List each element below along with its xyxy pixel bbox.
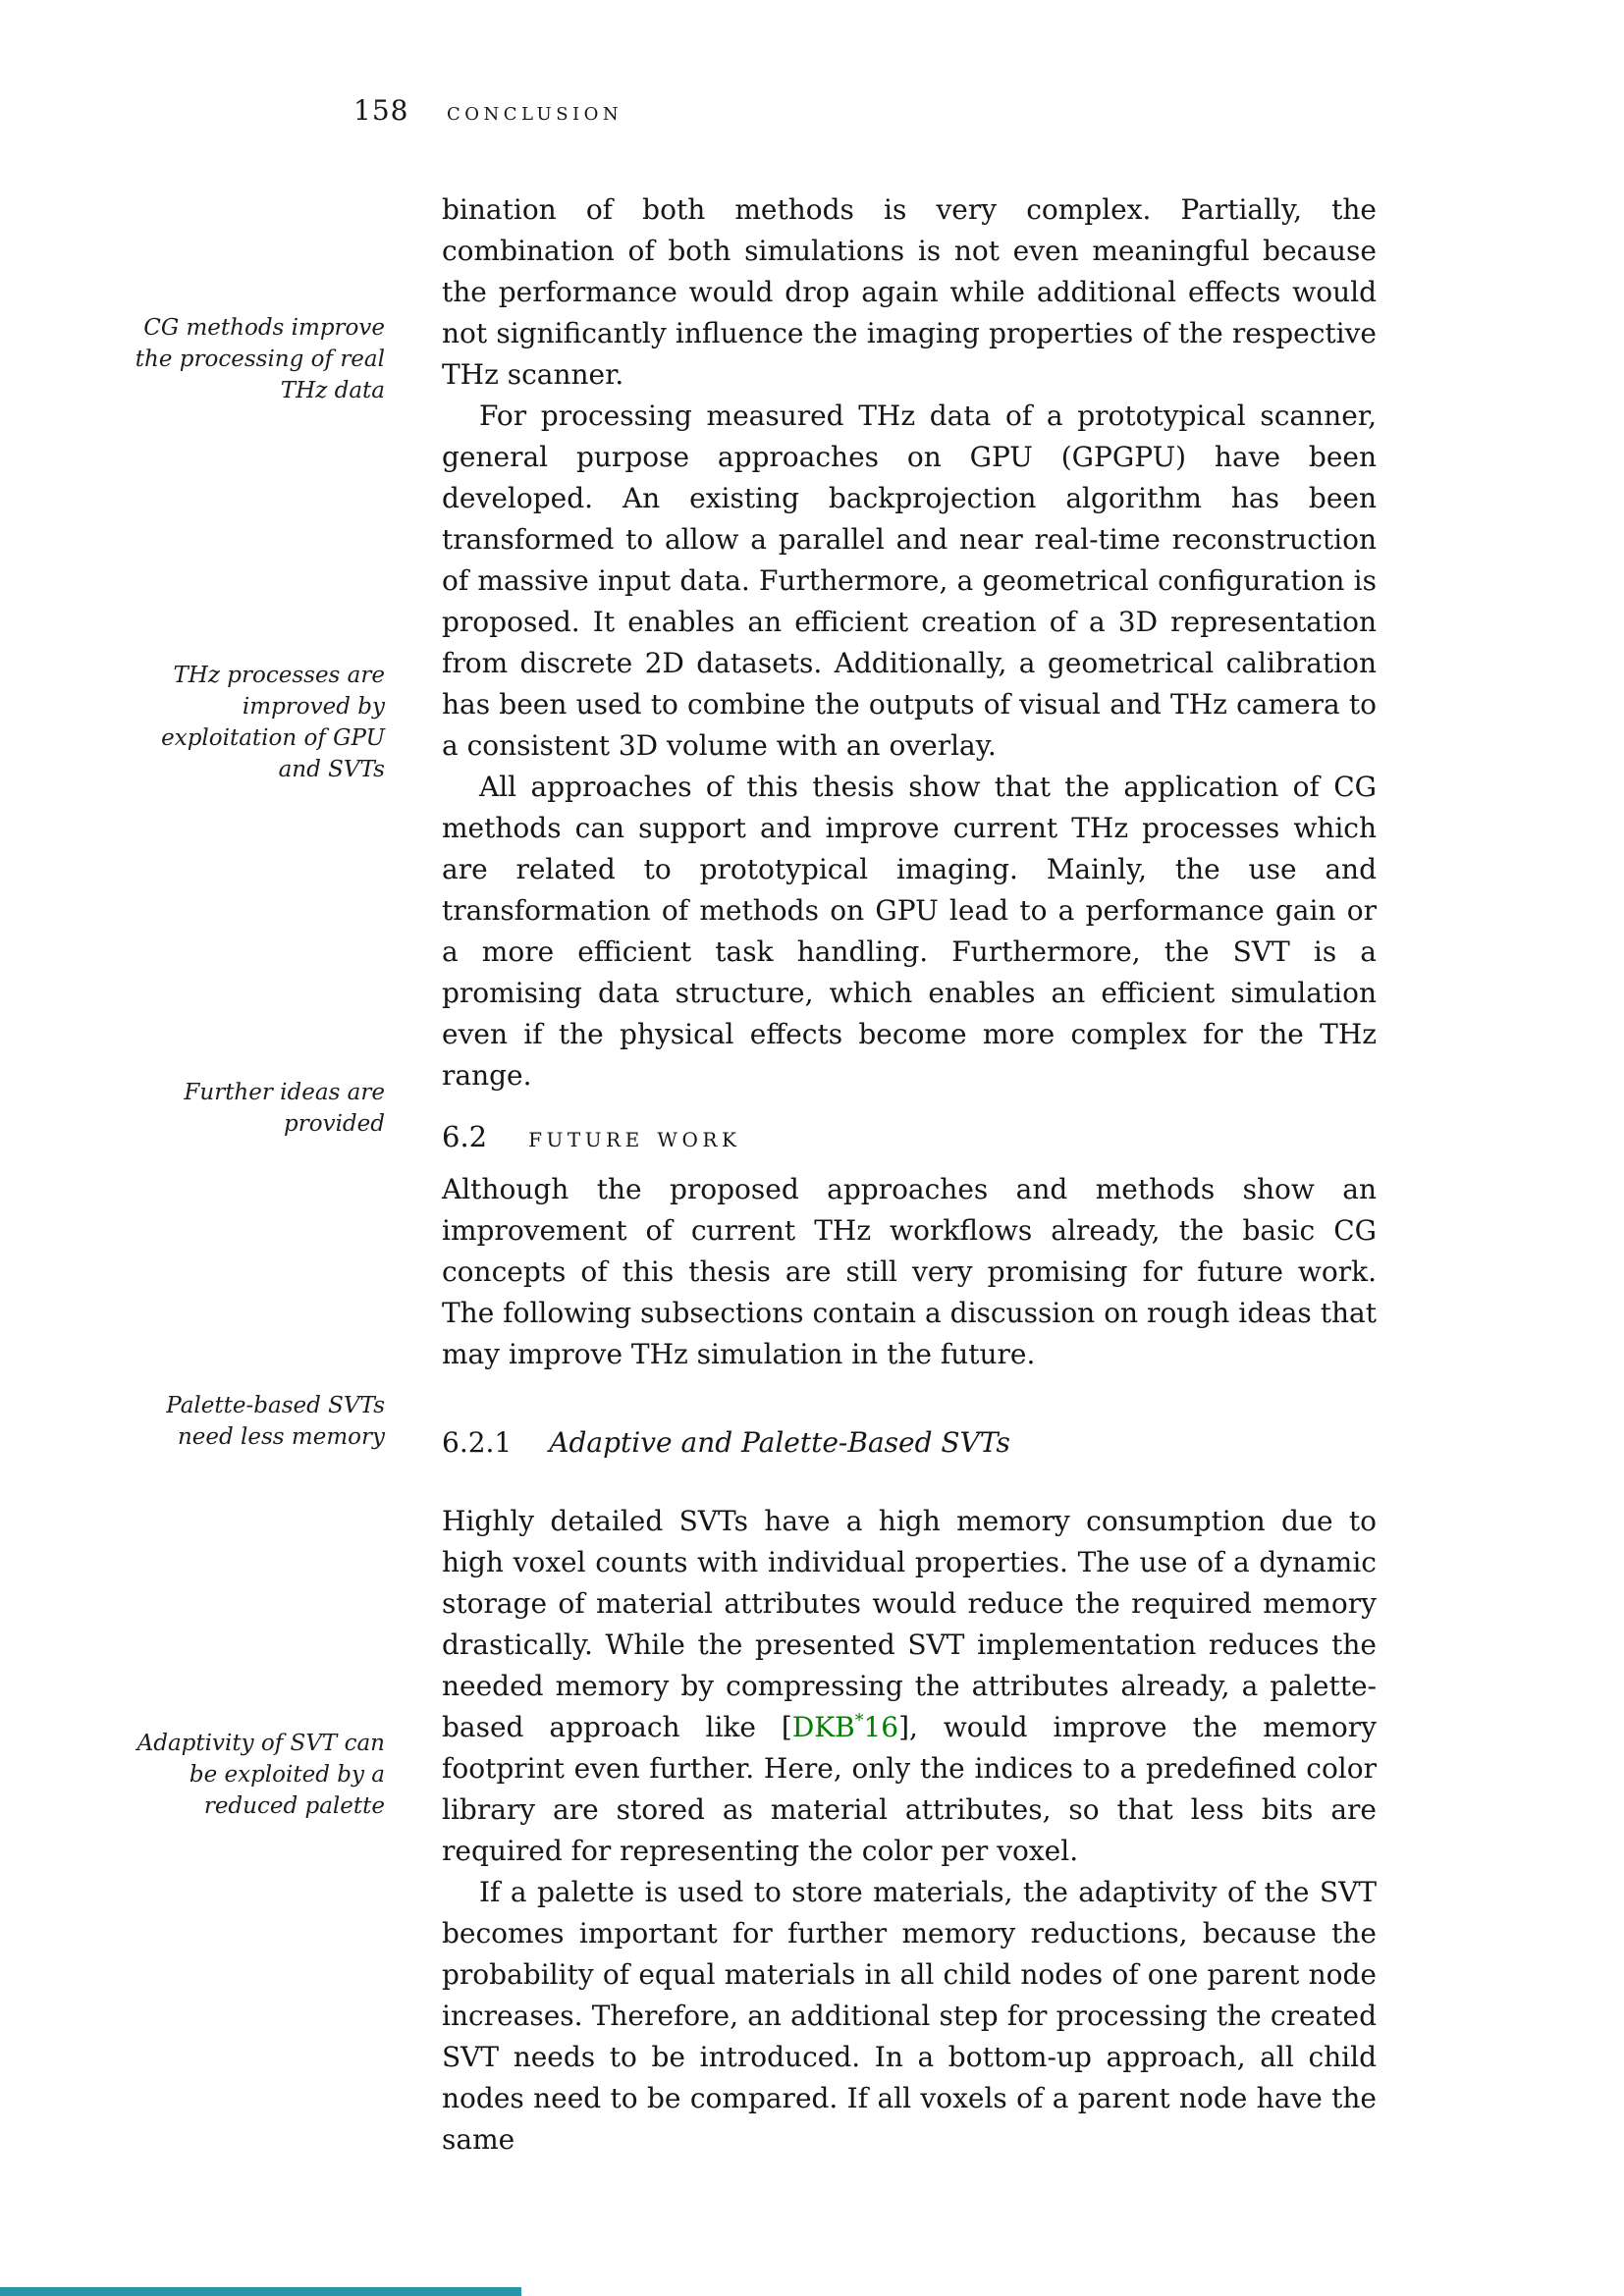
margin-note-palette-svts: Palette-based SVTs need less memory — [166, 1393, 385, 1450]
section-title: future work — [528, 1120, 741, 1153]
margin-note-further-ideas: Further ideas are provided — [184, 1080, 385, 1137]
citation-link-dkb16[interactable] — [792, 1711, 898, 1743]
subsection-number: 6.2.1 — [442, 1426, 513, 1459]
paragraph-highly-detailed — [442, 1501, 1377, 1872]
section-number: 6.2 — [442, 1120, 488, 1153]
subsection-title: Adaptive and Palette-Based SVTs — [549, 1426, 1010, 1459]
running-chapter-title: conclusion — [447, 97, 623, 126]
subsection-heading-adaptive-svts — [442, 1422, 1377, 1464]
margin-note-cg-methods: CG methods improve the processing of real THz data — [135, 315, 385, 403]
pdf-loading-bar — [0, 2287, 521, 2296]
citation-authors: DKB — [791, 1711, 855, 1743]
margin-note-adaptivity: Adaptivity of SVT can be exploited by a reduced palette — [136, 1731, 385, 1819]
paragraph-although: Although the proposed approaches and methods show an improvement of current THz workflows already, the basic CG concepts of this thesis are still very promising for future work. The following subsections contain a discussion on rough ideas that may improve THz simulation in the future. — [442, 1173, 1377, 1370]
paragraph-text-before-citation: Highly detailed SVTs have a high memory consumption due to high voxel counts with individual properties. The use of a dynamic storage of material attributes would reduce the required memory drastically. While the presented SVT implementation reduces the needed memory by compressing the attributes already, a palette-based approach like [ — [442, 1505, 1377, 1743]
page-number: 158 — [353, 94, 409, 127]
paragraph-if-palette: If a palette is used to store materials, the adaptivity of the SVT becomes important for further memory reductions, because the probability of equal materials in all child nodes of one parent node increases. Therefore, an additional step for processing the created SVT needs to be introduced. In a bottom-up approach, all child nodes need to be compared. If all voxels of a parent node have the same — [442, 1876, 1377, 2156]
paragraph-combination: bination of both methods is very complex. Partially, the combination of both simulations is not even meaningful because the performance would drop again while additional effects would not significantly influence the imaging properties of the respective THz scanner. — [442, 193, 1377, 391]
paragraph-gpgpu: For processing measured THz data of a prototypical scanner, general purpose approaches on GPU (GPGPU) have been developed. An existing backprojection algorithm has been transformed to allow a parallel and near real-time reconstruction of massive input data. Furthermore, a geometrical configuration is proposed. It enables an efficient creation of a 3D representation from discrete 2D datasets. Additionally, a geometrical calibration has been used to combine the outputs of visual and THz camera to a consistent 3D volume with an overlay. — [442, 400, 1377, 762]
paragraph-all-approaches: All approaches of this thesis show that the application of CG methods can support and improve current THz processes which are related to prototypical imaging. Mainly, the use and transformation of methods on GPU lead to a performance gain or a more efficient task handling. Furthermore, the SVT is a promising data structure, which enables an efficient simulation even if the physical effects become more complex for the THz range. — [442, 771, 1377, 1092]
paragraph-text-after-citation: ], would improve the memory footprint even further. Here, only the indices to a predefined color library are stored as material attributes, so that less bits are required for representing the color per voxel. — [442, 1711, 1377, 1867]
citation-year: 16 — [863, 1711, 899, 1743]
text-column — [442, 189, 1377, 2161]
citation-star: * — [854, 1711, 864, 1732]
margin-note-thz-processes: THz processes are improved by exploitation of GPU and SVTs — [161, 663, 385, 782]
section-heading-future-work — [442, 1116, 1377, 1157]
